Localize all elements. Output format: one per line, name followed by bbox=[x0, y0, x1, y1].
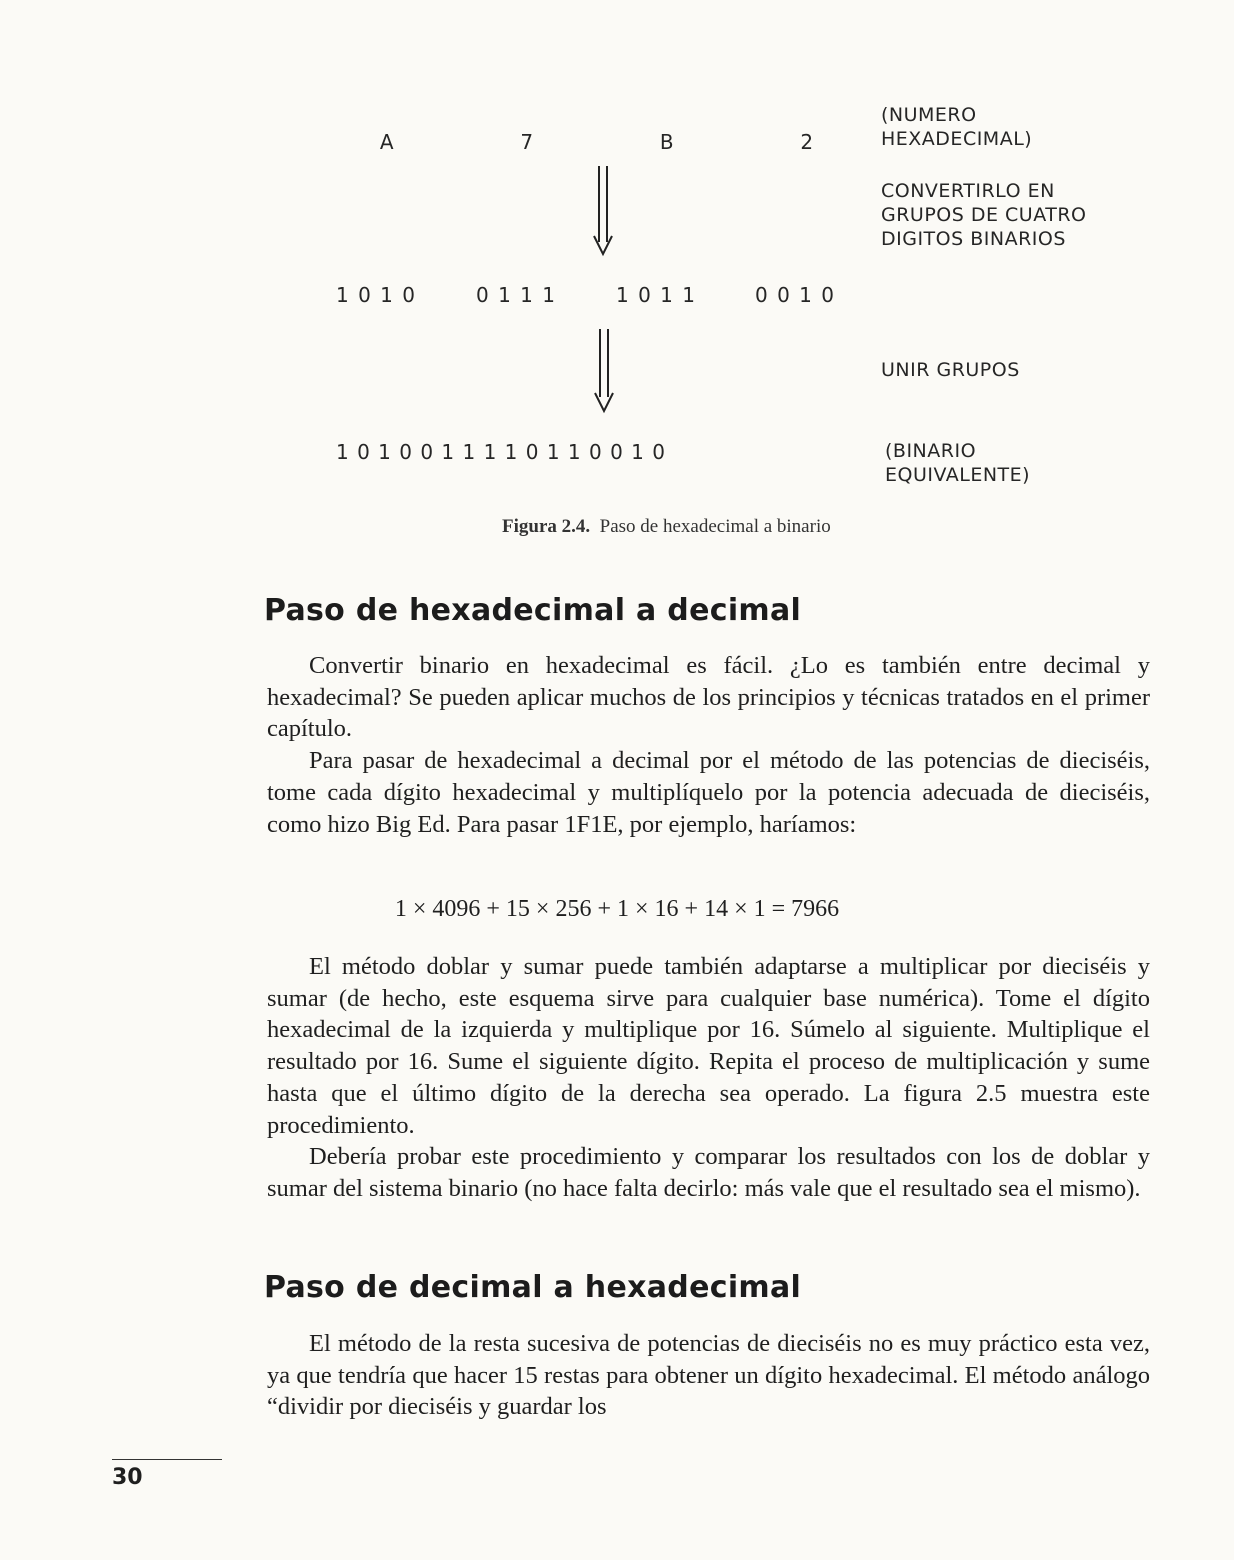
body-text bbox=[267, 951, 1150, 1205]
hex-digit: A bbox=[379, 130, 395, 154]
figure-caption-text: Paso de hexadecimal a binario bbox=[599, 516, 831, 537]
paragraph: El método de la resta sucesiva de potencias de dieciséis no es muy práctico esta vez, ya que tendría que hacer 15 restas para obtener un dígito hexadecimal. El método análogo “dividir por dieciséis y guardar los bbox=[267, 1330, 1150, 1421]
figure-number: Figura 2.4. bbox=[502, 516, 591, 537]
binary-group: 1 0 1 0 bbox=[336, 283, 416, 307]
page-number: 30 bbox=[112, 1465, 143, 1490]
body-text bbox=[267, 1328, 1150, 1423]
hex-digit: 7 bbox=[520, 130, 534, 154]
page-number-rule bbox=[112, 1459, 222, 1460]
paragraph: Debería probar este procedimiento y comparar los resultados con los de doblar y sumar del sistema binario (no hace falta decirlo: más vale que el resultado sea el mismo). bbox=[267, 1143, 1150, 1202]
hex-digit: B bbox=[659, 130, 675, 154]
section-heading: Paso de decimal a hexadecimal bbox=[264, 1270, 802, 1305]
binary-equivalent-label: (BINARIO EQUIVALENTE) bbox=[885, 440, 1031, 486]
convert-groups-label: CONVERTIRLO EN GRUPOS DE CUATRO DIGITOS BINARIOS bbox=[881, 180, 1087, 250]
down-arrow-icon bbox=[593, 327, 617, 413]
join-groups-label: UNIR GRUPOS bbox=[881, 359, 1020, 381]
binary-group: 1 0 1 1 bbox=[616, 283, 696, 307]
hex-digit: 2 bbox=[800, 130, 814, 154]
paragraph: Para pasar de hexadecimal a decimal por el método de las potencias de dieciséis, tome cada dígito hexadecimal y multiplíquelo por la potencia adecuada de dieciséis, como hizo Big Ed. Para pasar 1F1E, por ejemplo, haríamos: bbox=[267, 747, 1150, 838]
hex-number-label: (NUMERO HEXADECIMAL) bbox=[881, 104, 1033, 150]
formula: 1 × 4096 + 15 × 256 + 1 × 16 + 14 × 1 = 7966 bbox=[394, 896, 840, 922]
paragraph: El método doblar y sumar puede también adaptarse a multiplicar por dieciséis y sumar (de hecho, este esquema sirve para cualquier base numérica). Tome el dígito hexadecimal de la izquierda y multiplique por 16. Súmelo al siguiente. Multiplique el resultado por 16. Sume el siguiente dígito. Repita el proceso de multiplicación y sume hasta que el último dígito de la derecha sea operado. La figura 2.5 muestra este procedimiento. bbox=[267, 953, 1150, 1139]
figure-caption bbox=[502, 516, 831, 538]
body-text bbox=[267, 650, 1150, 840]
paragraph: Convertir binario en hexadecimal es fácil. ¿Lo es también entre decimal y hexadecimal? Se pueden aplicar muchos de los principios y técnicas tratados en el primer capítulo. bbox=[267, 652, 1150, 743]
binary-group: 0 1 1 1 bbox=[476, 283, 556, 307]
down-arrow-icon bbox=[592, 164, 616, 256]
binary-equivalent: 1 0 1 0 0 1 1 1 1 0 1 1 0 0 1 0 bbox=[336, 440, 666, 464]
section-heading: Paso de hexadecimal a decimal bbox=[264, 593, 802, 628]
binary-group: 0 0 1 0 bbox=[755, 283, 835, 307]
